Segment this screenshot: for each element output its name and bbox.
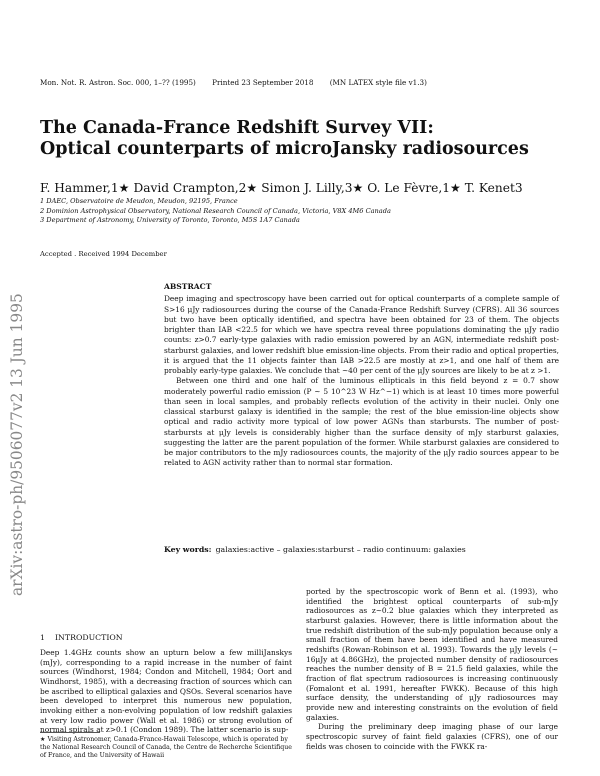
abstract-block — [164, 282, 559, 469]
section-title: INTRODUCTION — [54, 633, 123, 642]
author-list: F. Hammer,1★ David Crampton,2★ Simon J. Lilly,3★ O. Le Fèvre,1★ T. Kenet3 — [40, 181, 523, 195]
journal-citation: Mon. Not. R. Astron. Soc. 000, 1–?? (1995) — [40, 78, 196, 87]
abstract-paragraph-1: Deep imaging and spectroscopy have been carried out for optical counterparts of a complete sample of S>16 μJy radiosources during the course of the Canada-France Redshift Survey (CFRS). All 36 sources but two have been optically identified, and spectra have been obtained for 23 of them. The objects brighter than IAB <22.5 for which we have spectra reveal three populations dominating the μJy radio counts: z>0.7 early-type galaxies with radio emission powered by an AGN, intermediate redshift post-starburst galaxies, and lower redshift blue emission-line objects. From their radio and optical properties, it is argued that the 11 objects fainter than IAB >22.5 are mostly at z>1, and one half of them are probably early-type galaxies. We conclude that ~40 per cent of the μJy sources are likely to be at z >1. — [164, 294, 559, 375]
abstract-heading: ABSTRACT — [164, 282, 212, 291]
keywords-line — [164, 545, 559, 554]
print-date: Printed 23 September 2018 — [212, 78, 314, 87]
intro-right-paragraph-2: During the preliminary deep imaging phase of our large spectroscopic survey of faint field galaxies (CFRS), one of our fields was chosen to coincide with the FWKK ra- — [306, 722, 558, 751]
affiliations — [40, 197, 560, 226]
accepted-date: Accepted . Received 1994 December — [40, 250, 167, 258]
left-column — [40, 648, 292, 735]
affiliation-3: 3 Department of Astronomy, University of Toronto, Toronto, M5S 1A7 Canada — [40, 216, 300, 225]
intro-left-paragraph: Deep 1.4GHz counts show an upturn below a few milliJanskys (mJy), corresponding to a rapid increase in the number of faint sources (Windhorst, 1984; Condon and Mitchell, 1984; Oort and Windhorst, 1985), with a decreasing fraction of sources which can be ascribed to elliptical galaxies and QSOs. Several scenarios have been developed to interpret this numerous new population, invoking either a non-evolving population of low redshift galaxies at very low radio power (Wall et al. 1986) or strong evolution of normal spirals at z>0.1 (Condon 1989). The latter scenario is sup- — [40, 648, 292, 735]
arxiv-id: arXiv:astro-ph/9506077v2 13 Jun 1995 — [8, 293, 26, 596]
footnote: ★ Visiting Astronomer, Canada-France-Hawaii Telescope, which is operated by the National Research Council of Canada, the Centre de Recherche Scientifique of France, and the University of Hawaii — [40, 736, 292, 759]
keywords-text: galaxies:active – galaxies:starburst – radio continuum: galaxies — [215, 545, 466, 554]
section-number: 1 — [40, 633, 45, 642]
keywords-label: Key words: — [164, 545, 212, 554]
section-heading — [40, 633, 123, 642]
title-line-1: The Canada-France Redshift Survey VII: — [40, 118, 434, 138]
paper-title — [40, 118, 560, 160]
right-column — [306, 587, 558, 751]
affiliation-1: 1 DAEC, Observatoire de Meudon, Meudon, 92195, France — [40, 197, 238, 205]
abstract-paragraph-2: Between one third and one half of the luminous ellipticals in this field beyond z = 0.7 show moderately powerful radio emission (P ~ 5 10^23 W Hz^−1) which is at least 10 times more powerful than seen in local samples, and probably reflects evolution of the activity in their nuclei. Only one classical starburst galaxy is identified in the sample; the rest of the blue emission-line objects show optical and radio activity more typical of low power AGNs than starbursts. The number of post-starbursts at μJy levels is considerably higher than the surface density of mJy starburst galaxies, suggesting the latter are the parent population of the former. While starburst galaxies are considered to be major contributors to the mJy radiosources counts, the majority of the μJy radio sources appear to be related to AGN activity rather than to normal star formation. — [164, 376, 559, 468]
running-header — [40, 78, 560, 87]
intro-right-paragraph-1: ported by the spectroscopic work of Benn et al. (1993), who identified the brightest optical counterparts of sub-mJy radiosources as z~0.2 blue galaxies which they interpreted as starburst galaxies. However, there is little information about the true redshift distribution of the sub-mJy population because only a small fraction of them have been identified and have measured redshifts (Rowan-Robinson et al. 1993). Towards the μJy levels (~ 16μJy at 4.86GHz), the projected number density of radiosources reaches the number density of B = 21.5 field galaxies, while the fraction of flat spectrum radiosources is increasing continuously (Fomalont et al. 1991, hereafter FWKK). Because of this high surface density, the understanding of μJy radiosources may provide new and interesting constraints on the evolution of field galaxies. — [306, 587, 558, 722]
footnote-rule — [40, 732, 100, 733]
title-line-2: Optical counterparts of microJansky radiosources — [40, 139, 529, 159]
style-file: (MN LATEX style file v1.3) — [329, 78, 427, 87]
affiliation-2: 2 Dominion Astrophysical Observatory, National Research Council of Canada, Victoria, V8X 4M6 Canada — [40, 206, 391, 215]
